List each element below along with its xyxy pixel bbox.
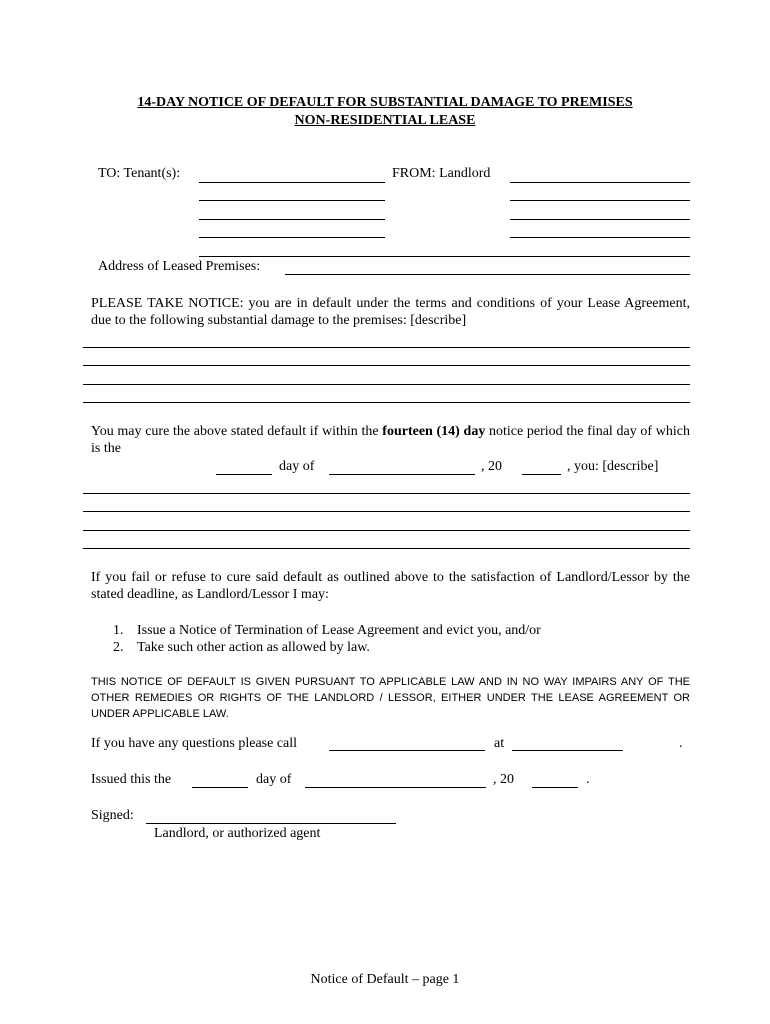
issued-day-of-label: day of (256, 772, 292, 787)
disclaimer-text: THIS NOTICE OF DEFAULT IS GIVEN PURSUANT TO APPLICABLE LAW AND IN NO WAY IMPAIRS ANY OF THE OTHER REMEDIES OR RIGHTS OF THE LANDLORD / LESSOR, EITHER UNDER THE LEASE AGREEMENT OR UNDER APPLICABLE LAW. (91, 676, 690, 720)
signature-line[interactable] (146, 823, 396, 824)
to-tenant-label: TO: Tenant(s): (98, 166, 181, 181)
tenant-name-line-3[interactable] (199, 219, 385, 220)
cure-year-prefix: , 20 (481, 459, 502, 474)
damage-description-line-1[interactable] (83, 347, 690, 348)
cure-description-line-1[interactable] (83, 493, 690, 494)
damage-description-line-4[interactable] (83, 402, 690, 403)
cure-year-line[interactable] (522, 474, 561, 475)
issued-label: Issued this the (91, 772, 172, 787)
tenant-name-line-1[interactable] (199, 182, 385, 183)
cure-you-describe-label: , you: [describe] (567, 459, 659, 474)
address-label: Address of Leased Premises: (98, 259, 261, 274)
page-footer: Notice of Default – page 1 (310, 972, 460, 987)
damage-description-line-3[interactable] (83, 384, 690, 385)
cure-paragraph (91, 423, 690, 457)
document-title-line1: 14-DAY NOTICE OF DEFAULT FOR SUBSTANTIAL DAMAGE TO PREMISES (137, 95, 633, 110)
landlord-name-line-3[interactable] (510, 219, 690, 220)
questions-label: If you have any questions please call (91, 736, 298, 751)
cure-text-after: notice period the final day of which is the (91, 424, 690, 456)
document-title-line2: NON-RESIDENTIAL LEASE (294, 113, 476, 128)
cure-description-line-4[interactable] (83, 548, 690, 549)
landlord-name-line-2[interactable] (510, 200, 690, 201)
questions-period: . (679, 736, 683, 751)
issued-period: . (586, 772, 590, 787)
fail-paragraph: If you fail or refuse to cure said default as outlined above to the satisfaction of Landlord/Lessor by the stated deadline, as Landlord/Lessor I may: (91, 570, 690, 602)
questions-at-label: at (494, 736, 505, 751)
option-number-1: 1. (113, 623, 124, 638)
issued-day-line[interactable] (192, 787, 248, 788)
from-landlord-label: FROM: Landlord (392, 166, 491, 181)
issued-year-line[interactable] (532, 787, 578, 788)
option-number-2: 2. (113, 640, 124, 655)
signature-caption: Landlord, or authorized agent (154, 826, 321, 841)
option-text-2: Take such other action as allowed by law. (137, 640, 370, 655)
landlord-name-line-1[interactable] (510, 182, 690, 183)
signed-label: Signed: (91, 808, 134, 823)
cure-text-bold: fourteen (14) day (382, 424, 486, 439)
damage-description-line-2[interactable] (83, 365, 690, 366)
option-text-1: Issue a Notice of Termination of Lease Agreement and evict you, and/or (137, 623, 541, 638)
contact-at-line[interactable] (512, 750, 623, 751)
tenant-name-line-4[interactable] (199, 237, 385, 238)
address-line[interactable] (285, 274, 690, 275)
landlord-name-line-4[interactable] (510, 237, 690, 238)
phone-number-line[interactable] (329, 750, 485, 751)
cure-text-before: You may cure the above stated default if within the (91, 424, 383, 439)
cure-day-line[interactable] (216, 474, 272, 475)
cure-description-line-2[interactable] (83, 511, 690, 512)
notice-paragraph: PLEASE TAKE NOTICE: you are in default under the terms and conditions of your Lease Agreement, due to the following substantial damage to the premises: [describe] (91, 296, 690, 328)
parties-divider-line (199, 256, 690, 257)
issued-year-prefix: , 20 (493, 772, 514, 787)
issued-month-line[interactable] (305, 787, 486, 788)
cure-description-line-3[interactable] (83, 530, 690, 531)
cure-month-line[interactable] (329, 474, 475, 475)
tenant-name-line-2[interactable] (199, 200, 385, 201)
cure-day-of-label: day of (279, 459, 315, 474)
